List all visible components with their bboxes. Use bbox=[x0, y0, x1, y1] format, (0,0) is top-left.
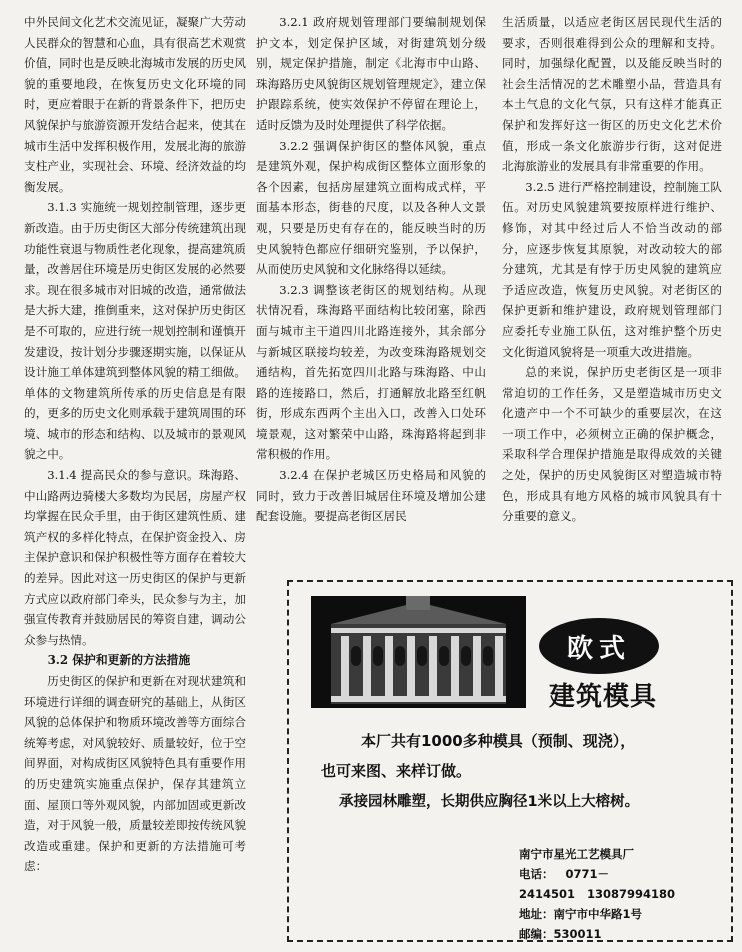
paragraph: 3.2.5 进行严格控制建设，控制施工队伍。对历史风貌建筑要按原样进行维护、修饰，对其中经过后人不恰当改动的部分，应逐步恢复其原貌，对改动较大的部分建筑，尤其是有悖于历史风貌的建筑应予适应改造，恢复历史风貌。对老街区的保护更新和维护建设，政府规划管理部门应委托专业施工队伍，这对维护整个历史文化街道风貌将是一项重大改进措施。 bbox=[502, 179, 722, 359]
paragraph: 生活质量，以适应老街区居民现代生活的要求，否则很难得到公众的理解和支持。同时，加强绿化配置，以及能反映当时的社会生活情况的艺术雕塑小品，营造具有本土气息的文化气氛，只有这样才能真正保护和发挥好这一街区的历史文化艺术价值，形成一条文化旅游步行街，这对促进北海旅游业的发展具有非常重要的作用。 bbox=[502, 15, 722, 174]
section-heading: 3.2 保护和更新的方法措施 bbox=[47, 653, 191, 668]
ad-line-2: 也可来图、来样订做。 bbox=[321, 762, 472, 780]
paragraph: 3.1.3 实施统一规划控制管理，逐步更新改造。由于历史街区大部分传统建筑出现功能性衰退与物质性老化现象，提高建筑质量，改善居住环境是历史街区发展的必然要求。现在很多城市对旧城的改造，通常做法是大拆大建，推倒重来，这对保护历史街区是不可取的，应进行统一规划控制和谨慎开发建设，按计划分步骤逐期实施，以保证从设计施工单体建筑到整体风貌的精工细做。单体的文物建筑所传承的历史信息是有限的，更多的历史文化则承载于建筑周围的环境、城市的形态和结构、以及城市的景观风貌之中。 bbox=[24, 200, 246, 462]
article-column-1 bbox=[24, 12, 246, 877]
ad-badge: 欧式 bbox=[539, 618, 659, 674]
paragraph: 总的来说，保护历史老街区是一项非常迫切的工作任务，又是塑造城市历史文化遗产中一个不可缺少的重要层次，在这一项工作中，必须树立正确的保护概念，采取科学合理保护措施是取得成效的关键之处，保护的历史风貌街区对塑造城市特色，形成具有地方风格的城市风貌具有十分重要的意义。 bbox=[502, 365, 722, 524]
ad-line-1: 本厂共有1000多种模具（预制、现浇）， bbox=[361, 732, 636, 750]
phone-row bbox=[519, 864, 731, 904]
phone-label: 电话： bbox=[519, 867, 554, 881]
phone-2: 13087994180 bbox=[587, 887, 676, 901]
ad-title-block bbox=[539, 596, 729, 712]
ad-contact bbox=[519, 844, 731, 944]
article-column-2 bbox=[256, 12, 486, 527]
paragraph: 3.2.3 调整该老街区的规划结构。从现状情况看，珠海路平面结构比较闭塞，除西面与城市主干道四川北路连接外，其余部分与新城区联接均较差，为改变珠海路规划交通结构，首先拓宽四川北路与珠海路、中山路的连接路口，然后，打通解放北路至红帆街，形成东西两个主出入口，改善入口处环境景观，这对繁荣中山路，珠海路将起到非常积极的作用。 bbox=[256, 282, 486, 462]
building-photo bbox=[311, 596, 526, 708]
postcode: 邮编：530011 bbox=[519, 927, 602, 941]
company-name: 南宁市星光工艺模具厂 bbox=[519, 847, 634, 861]
paragraph: 3.2.2 强调保护街区的整体风貌，重点是建筑外观，保护构成街区整体立面形象的各个因素，包括房屋建筑立面构成式样，平面基本形态，街巷的尺度，以及各种人文景观，只要是历史有存在的，能反映当时的历史风貌特色都应仔细研究鉴别，予以保护，从而使历史风貌和文化脉络得以延续。 bbox=[256, 138, 486, 277]
paragraph: 中外民间文化艺术交流见证，凝聚广大劳动人民群众的智慧和心血，具有很高艺术观赏价值，同时也是反映北海城市发展的历史风貌的重要地段，在恢复历史文化环境的同时，更应着眼于在新的背景条件下，把历史风貌保护与旅游资源开发结合起来，使其在城市生活中发挥积极作用，发展北海的旅游支柱产业，实现社会、环境、经济效益的均衡发展。 bbox=[24, 15, 246, 194]
ad-line-3: 承接园林雕塑，长期供应胸径1米以上大榕树。 bbox=[339, 794, 640, 810]
paragraph: 3.1.4 提高民众的参与意识。珠海路、中山路两边骑楼大多数均为民居，房屋产权均掌握在民众手里，由于街区建筑性质、建筑产权的多样化特点，在保护资金投入、房主保护意识和保护积极性等方面存在着较大的差异。因此对这一历史街区的保护与更新方式应以政府部门牵头，民众参与为主，加强宣传教育并鼓励居民的筹资自建，调动公众参与热情。 bbox=[24, 468, 246, 647]
paragraph: 3.2.1 政府规划管理部门要编制规划保护文本，划定保护区域，对街建筑划分级别，规定保护措施，制定《北海市中山路、珠海路历史风貌街区规划管理规定》，建立保护跟踪系统，使实效保护不停留在理论上，适时反馈为及时处理提供了科学依据。 bbox=[256, 15, 486, 132]
article-column-3 bbox=[502, 12, 722, 527]
paragraph: 历史街区的保护和更新在对现状建筑和环境进行详细的调查研究的基础上，从街区风貌的总体保护和物质环境改善等方面综合统筹考虑，对风貌较好、质量较好，位于空间界面，对构成街区风貌特色具有重要作用的历史建筑实施重点保护，保存其建筑立面、屋顶口等外观风貌，内部加固或更新改造，对于风貌一般，质量较差即按传统风貌改造或重建。保护和更新的方法措施可考虑： bbox=[24, 674, 246, 874]
phone-1: 0771－2414501 bbox=[519, 867, 610, 901]
address: 地址：南宁市中华路1号 bbox=[519, 907, 643, 921]
paragraph: 3.2.4 在保护老城区历史格局和风貌的同时，致力于改善旧城居住环境及增加公建配套设施。要提高老街区居民 bbox=[256, 468, 486, 524]
advertisement-box bbox=[287, 580, 733, 942]
ad-title: 建筑模具 bbox=[549, 682, 658, 712]
